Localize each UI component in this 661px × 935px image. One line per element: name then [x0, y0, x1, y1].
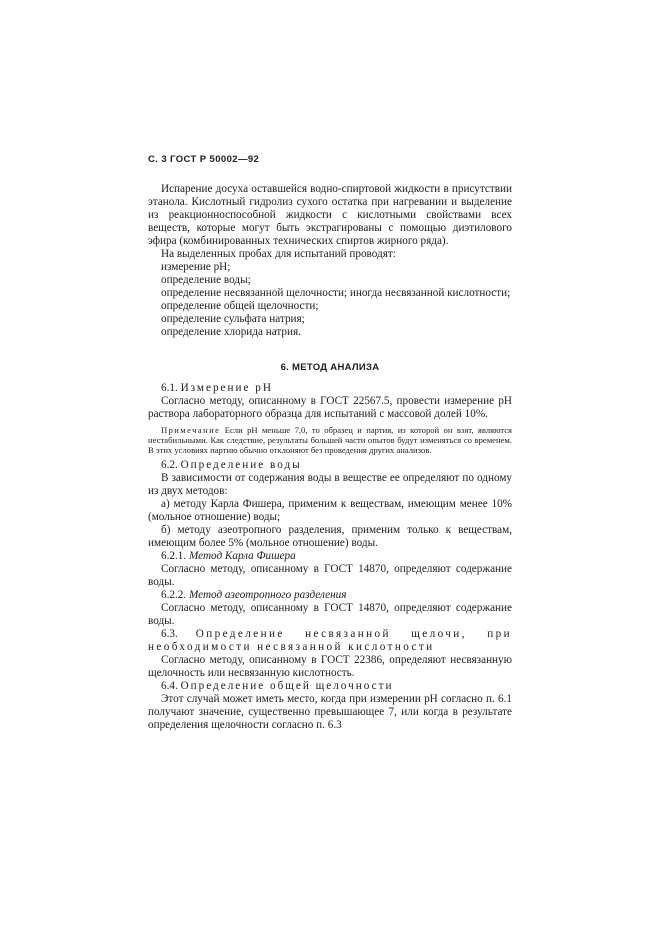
intro-lead: На выделенных пробах для испытаний проводят:	[161, 248, 396, 260]
subsection-6-1-text: Согласно методу, описанному в ГОСТ 22567.5, провести измерение pH раствора лабораторного образца для испытаний с массовой долей 10%.	[148, 395, 512, 420]
note-label: Примечание	[161, 425, 221, 435]
subsection-6-2-1-heading	[148, 550, 512, 563]
subsection-6-3-text: Согласно методу, описанному в ГОСТ 22386, определяют несвязанную щелочность или несвязанную кислотность.	[148, 654, 512, 679]
subsection-6-4-text: Этот случай может иметь место, когда при измерении pH согласно п. 6.1 получают значение, существенно превышающее 7, или когда в результате определения щелочности согласно п. 6.3	[148, 693, 512, 731]
subsection-6-3-heading	[148, 628, 512, 654]
subsection-6-2-1-text: Согласно методу, описанному в ГОСТ 14870, определяют содержание воды.	[148, 563, 512, 588]
section-6	[148, 362, 512, 732]
subsection-6-2-2-text: Согласно методу, описанному в ГОСТ 14870, определяют содержание воды.	[148, 602, 512, 627]
method-b: б) методу азеотропного разделения, применим только к веществам, имеющим более 5% (мольное отношение) воды.	[148, 524, 512, 549]
note	[148, 425, 512, 455]
subsection-number: 6.2.2.	[161, 589, 187, 601]
subsection-number: 6.4.	[161, 680, 178, 692]
subsection-title: Метод Карла Фишера	[188, 550, 296, 562]
list-item: определение несвязанной щелочности; иногда несвязанной кислотности;	[161, 287, 511, 299]
list-item: определение воды;	[161, 274, 251, 286]
subsection-title: Определение воды	[180, 459, 302, 471]
section-title: 6. МЕТОД АНАЛИЗА	[280, 362, 380, 373]
list-item: определение хлорида натрия.	[161, 326, 301, 338]
list-item: измерение pH;	[161, 261, 231, 273]
subsection-6-2-2-heading	[148, 589, 512, 602]
intro-paragraph: Испарение досуха оставшейся водно-спиртовой жидкости в присутствии этанола. Кислотный гидролиз сухого остатка при нагревании и выделение из реакционноспособной жидкости с кислотными свойствами всех веществ, которые могут быть экстрагированы с помощью диэтилового эфира (комбинированных технических спиртов жирного ряда).	[148, 183, 512, 247]
subsection-6-2-text: В зависимости от содержания воды в веществе ее определяют по одному из двух методов:	[148, 472, 512, 497]
subsection-number: 6.3.	[161, 628, 178, 640]
list-item: определение общей щелочности;	[161, 300, 319, 312]
subsection-6-4-heading	[148, 680, 512, 693]
subsection-title: Определение общей щелочности	[180, 680, 394, 692]
subsection-title: Метод азеотропного разделения	[188, 589, 347, 601]
subsection-title: Определение несвязанной щелочи, при необходимости несвязанной кислотности	[148, 628, 512, 653]
subsection-title: Измерение pH	[180, 382, 273, 394]
subsection-6-2-heading	[148, 459, 512, 472]
list-item: определение сульфата натрия;	[161, 313, 305, 325]
subsection-number: 6.1.	[161, 382, 178, 394]
subsection-6-1-heading	[148, 382, 512, 395]
subsection-number: 6.2.1.	[161, 550, 187, 562]
intro-block	[148, 183, 512, 339]
method-a: а) методу Карла Фишера, применим к веществам, имеющим менее 10% (мольное отношение) воды;	[148, 498, 512, 523]
page-header: С. 3 ГОСТ Р 50002—92	[148, 154, 260, 165]
note-text: Если pH меньше 7,0, то образец и партия, из которой он взят, являются нестабильными. Как следствие, результаты большей части опытов будут изменяться со временем. В этих условиях партию обычно отклоняют без проведения других анализов.	[148, 425, 513, 455]
subsection-number: 6.2.	[161, 459, 178, 471]
